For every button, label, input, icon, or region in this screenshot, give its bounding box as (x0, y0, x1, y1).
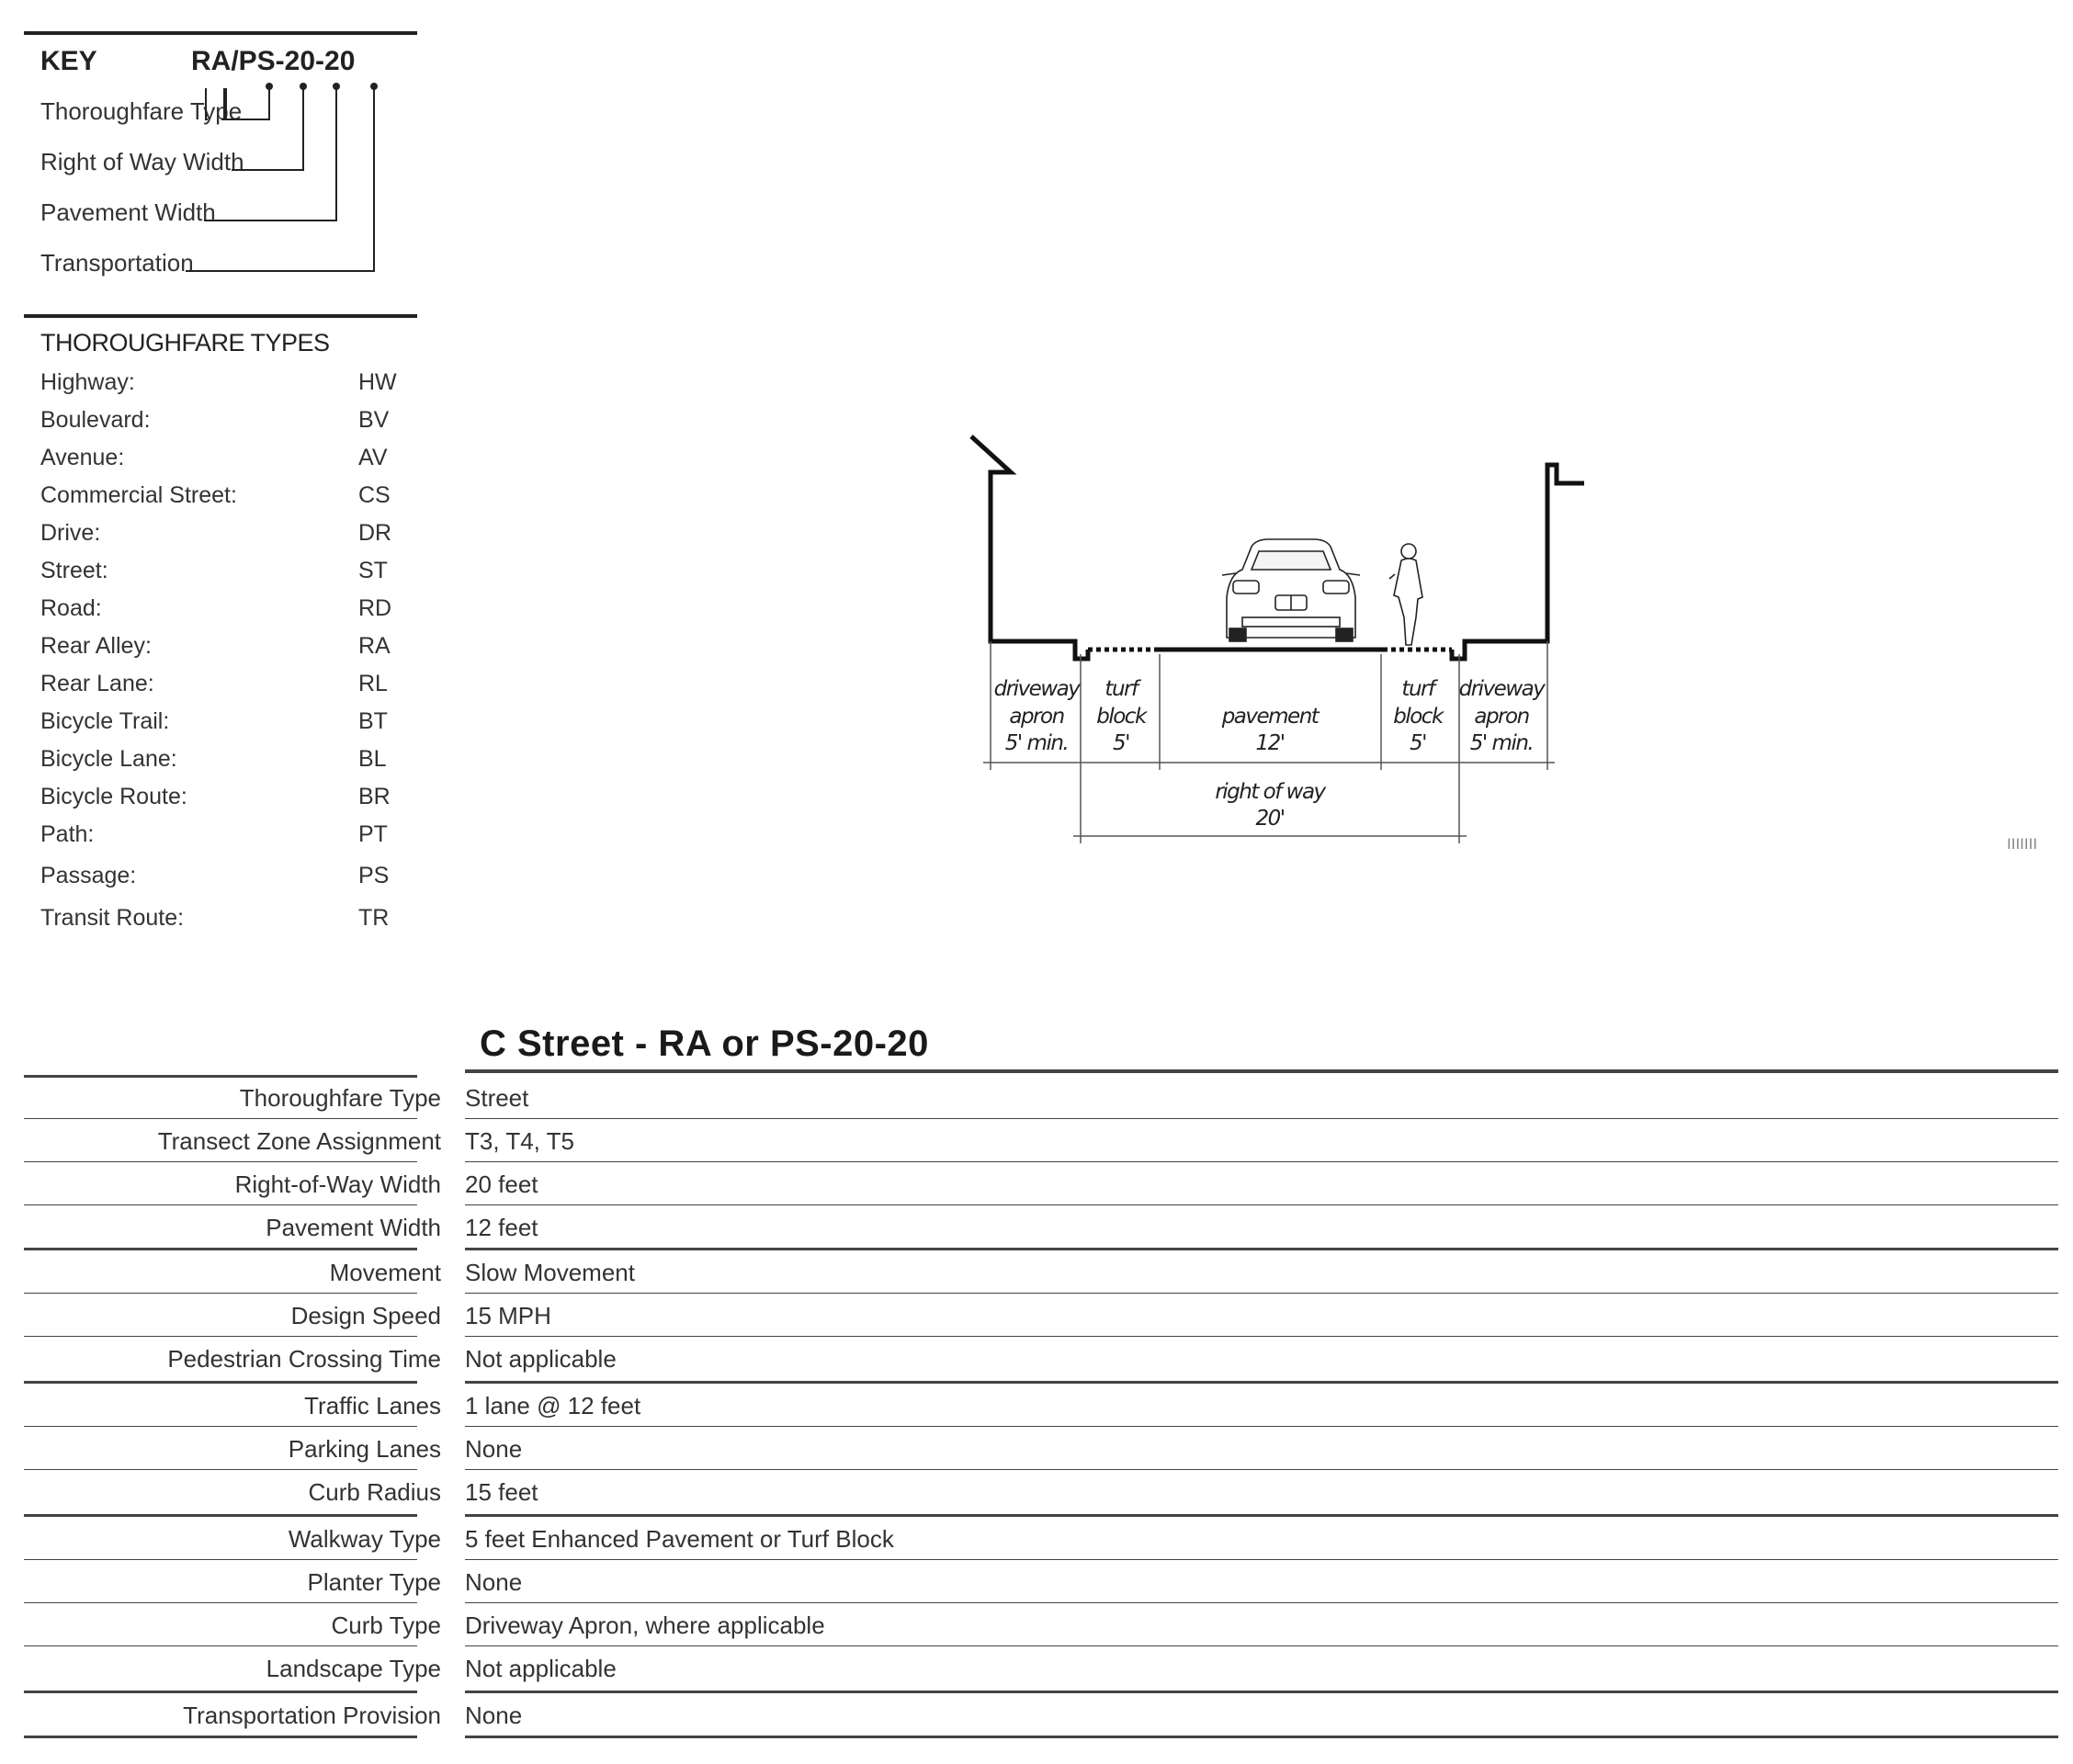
key-title: KEY (40, 46, 97, 76)
type-name: Path: (40, 821, 95, 847)
table-row (24, 1645, 2058, 1689)
type-name: Commercial Street: (40, 482, 237, 508)
spec-label: Curb Radius (308, 1478, 441, 1506)
key-panel (24, 31, 417, 281)
type-row (40, 671, 408, 704)
spec-value: 12 feet (465, 1214, 538, 1241)
spec-value: 15 feet (465, 1478, 538, 1506)
street-section-diagram (956, 413, 2058, 854)
key-label-transportation: Transportation (40, 249, 194, 277)
spec-label: Design Speed (290, 1302, 441, 1329)
spec-label: Traffic Lanes (304, 1392, 441, 1419)
type-abbr: TR (358, 905, 390, 931)
type-abbr: PS (358, 863, 390, 888)
type-row (40, 482, 408, 515)
spec-label: Walkway Type (288, 1525, 441, 1553)
table-row (24, 1383, 2058, 1426)
thoroughfare-types-panel (24, 314, 417, 939)
type-name: Bicycle Lane: (40, 746, 177, 772)
right-apron-label-2: apron (1474, 705, 1529, 729)
type-row (40, 821, 408, 854)
type-abbr: BR (358, 784, 391, 809)
table-row (24, 1118, 2058, 1161)
spec-value: None (465, 1435, 523, 1463)
spec-value: Not applicable (465, 1655, 617, 1682)
right-turf-label-1: turf (1401, 677, 1434, 701)
type-row (40, 407, 408, 440)
type-abbr: AV (358, 445, 388, 470)
spec-value: 20 feet (465, 1170, 538, 1198)
type-abbr: RD (358, 595, 392, 621)
table-row (24, 1469, 2058, 1512)
pavement-label-1: pavement (1221, 705, 1319, 729)
car-icon (1222, 539, 1360, 641)
type-abbr: ST (358, 558, 388, 583)
key-label-thoroughfare-type: Thoroughfare Type (40, 97, 243, 125)
type-name: Highway: (40, 369, 135, 395)
spec-value: 5 feet Enhanced Pavement or Turf Block (465, 1525, 894, 1553)
type-abbr: DR (358, 520, 392, 546)
type-name: Passage: (40, 863, 137, 888)
type-row (40, 633, 408, 666)
key-label-pavement-width: Pavement Width (40, 198, 216, 226)
type-row (40, 905, 408, 938)
left-turf-label-2: block (1096, 705, 1146, 729)
type-row (40, 595, 408, 628)
spec-label: Curb Type (331, 1611, 441, 1639)
spec-label: Pedestrian Crossing Time (167, 1345, 441, 1373)
spec-label: Thoroughfare Type (239, 1084, 441, 1112)
left-turf-label-3: 5' (1113, 731, 1129, 755)
left-apron-label-3: 5' min. (1004, 731, 1069, 755)
spec-value: 15 MPH (465, 1302, 551, 1329)
type-name: Avenue: (40, 445, 125, 470)
type-abbr: BV (358, 407, 390, 433)
spec-value: Driveway Apron, where applicable (465, 1611, 825, 1639)
spec-value: Slow Movement (465, 1259, 635, 1286)
table-row (24, 1250, 2058, 1293)
type-name: Bicycle Trail: (40, 708, 170, 734)
spec-title: C Street - RA or PS-20-20 (480, 1023, 929, 1064)
spec-value: T3, T4, T5 (465, 1127, 574, 1155)
scale-mark: IIIIIII (2007, 835, 2038, 853)
type-name: Bicycle Route: (40, 784, 187, 809)
table-row (24, 1559, 2058, 1602)
spec-label: Landscape Type (266, 1655, 441, 1682)
spec-value: Street (465, 1084, 529, 1112)
spec-label: Pavement Width (266, 1214, 441, 1241)
key-code: RA/PS-20-20 (191, 46, 356, 76)
type-abbr: CS (358, 482, 391, 508)
table-row (24, 1293, 2058, 1336)
left-apron-label-2: apron (1009, 705, 1064, 729)
type-row (40, 746, 408, 779)
pedestrian-icon (1389, 544, 1422, 645)
spec-top-rule-right (465, 1069, 2058, 1073)
right-turf-label-3: 5' (1410, 731, 1426, 755)
types-top-rule (24, 314, 417, 318)
table-row (24, 1602, 2058, 1645)
table-row (24, 1204, 2058, 1248)
spec-value: None (465, 1568, 523, 1596)
left-turf-label-1: turf (1104, 677, 1138, 701)
type-row (40, 558, 408, 591)
spec-value: Not applicable (465, 1345, 617, 1373)
type-row (40, 863, 408, 896)
spec-value: None (465, 1702, 523, 1729)
right-apron-label-1: driveway (1458, 677, 1545, 701)
table-row (24, 1426, 2058, 1469)
types-heading: THOROUGHFARE TYPES (40, 329, 330, 356)
type-name: Boulevard: (40, 407, 151, 433)
right-apron-label-3: 5' min. (1469, 731, 1534, 755)
spec-label: Planter Type (307, 1568, 441, 1596)
type-abbr: BT (358, 708, 388, 734)
right-turf-label-2: block (1393, 705, 1443, 729)
type-row (40, 708, 408, 741)
type-name: Rear Lane: (40, 671, 154, 696)
key-leader-set (24, 31, 417, 281)
key-label-right-of-way-width: Right of Way Width (40, 148, 244, 175)
type-row (40, 369, 408, 402)
table-row (24, 1075, 2058, 1118)
spec-label: Transportation Provision (183, 1702, 441, 1729)
table-row (24, 1516, 2058, 1559)
right-of-way-label-2: 20' (1255, 807, 1285, 831)
bottom-rule (24, 1736, 417, 1738)
type-name: Drive: (40, 520, 101, 546)
spec-value: 1 lane @ 12 feet (465, 1392, 641, 1419)
type-row (40, 784, 408, 817)
type-abbr: HW (358, 369, 397, 395)
pavement-label-2: 12' (1255, 731, 1285, 755)
spec-label: Transect Zone Assignment (157, 1127, 441, 1155)
type-abbr: RL (358, 671, 388, 696)
table-row (24, 1161, 2058, 1204)
right-building-wall (1452, 465, 1584, 659)
type-name: Transit Route: (40, 905, 185, 931)
type-name: Road: (40, 595, 102, 621)
table-row (24, 1336, 2058, 1379)
type-name: Rear Alley: (40, 633, 152, 659)
type-row (40, 445, 408, 478)
type-abbr: BL (358, 746, 387, 772)
right-of-way-label-1: right of way (1215, 780, 1325, 804)
left-apron-label-1: driveway (993, 677, 1080, 701)
type-abbr: PT (358, 821, 388, 847)
spec-label: Right-of-Way Width (234, 1170, 441, 1198)
spec-label: Movement (329, 1259, 441, 1286)
type-abbr: RA (358, 633, 391, 659)
type-row (40, 520, 408, 553)
type-name: Street: (40, 558, 108, 583)
bottom-rule (465, 1736, 2058, 1738)
table-row (24, 1692, 2058, 1736)
left-building-wall (971, 436, 1088, 659)
spec-label: Parking Lanes (288, 1435, 441, 1463)
